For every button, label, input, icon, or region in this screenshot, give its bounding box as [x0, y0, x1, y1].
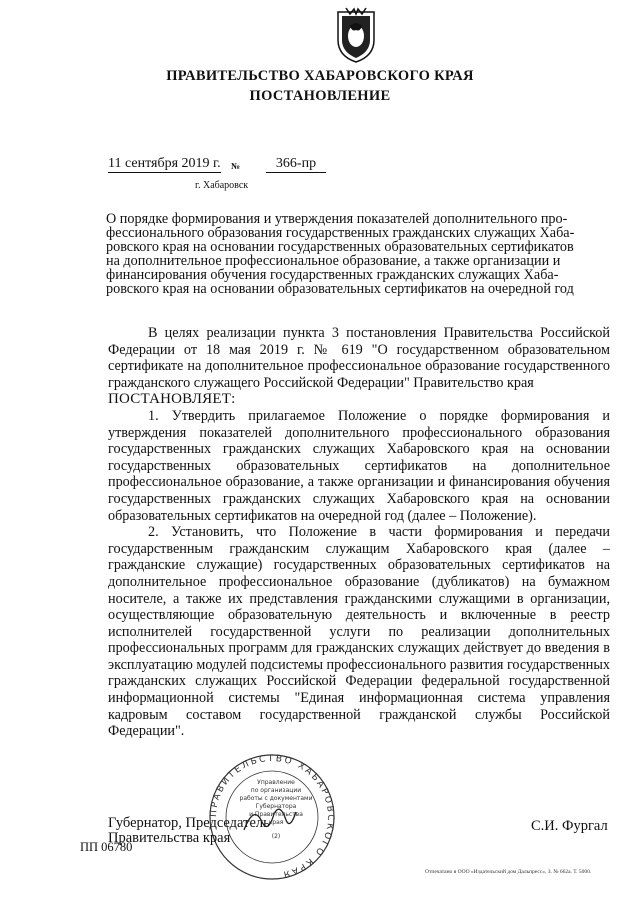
document-date: 11 сентября 2019 г.: [108, 156, 221, 171]
stamp-center-line: Губернатора: [255, 803, 297, 810]
document-city: г. Хабаровск: [195, 180, 249, 191]
print-note: Отпечатано в ООО «Издательский дом Дальпресс», З. № 662а. Т. 5000.: [425, 869, 592, 875]
signatory-name: С.И. Фургал: [531, 818, 608, 834]
document-type-heading: ПОСТАНОВЛЕНИЕ: [249, 88, 391, 104]
title-line: О порядке формирования и утверждения показателей дополнительного про-: [106, 211, 568, 227]
coat-of-arms-icon: [334, 6, 378, 64]
document-code: ПП 06780: [80, 840, 133, 854]
title-line: фессионального образования государственных гражданских служащих Хаба-: [106, 225, 575, 241]
stamp-center-line: края: [268, 819, 284, 826]
item-1-paragraph: 1. Утвердить прилагаемое Положение о порядке формирования и утверждения показателей дополнительного профессионального образования государственных гражданских служащих Хабаровского края на основании государственных образовательных сертификатов на дополнительное профессиональное образование, а также организации и финансирования обучения государственных гражданских служащих Хабаровского края на основании образовательных сертификатов на очередной год (далее – Положение).: [108, 407, 610, 524]
authority-heading: ПРАВИТЕЛЬСТВО ХАБАРОВСКОГО КРАЯ: [166, 68, 474, 84]
signatory-position-line: Губернатор, Председатель: [108, 815, 270, 831]
stamp-center-line: по организации: [250, 787, 302, 794]
resolves-label: ПОСТАНОВЛЯЕТ:: [108, 391, 236, 408]
title-line: на дополнительное профессиональное образование, а также организации и: [106, 253, 561, 269]
stamp-center-line: Управление: [257, 779, 295, 786]
document-body: [108, 325, 610, 740]
stamp-ring-text: ПРАВИТЕЛЬСТВО ХАБАРОВСКОГО КРАЯ: [208, 753, 336, 880]
stamp-center-line: и Правительства: [249, 811, 303, 818]
document-title: [106, 212, 608, 296]
document-number: 366-пр: [266, 156, 326, 173]
handwritten-signature: [240, 800, 300, 840]
item-2-paragraph: 2. Установить, что Положение в части формирования и передачи государственным гражданским служащим Хабаровского края (далее – гражданские служащие) государственных образовательных сертификатов на дополнительное профессиональное образование (дубликатов) на бумажном носителе, а также их представления гражданскими служащими в организации, осуществляющие образовательную деятельность и включенные в реестр исполнителей государственной услуги по реализации дополнительных профессиональных программ для гражданских служащих действует до введения в эксплуатацию модулей подсистемы профессионального развития государственных гражданских служащих Российской Федерации федеральной государственной информационной системы "Единая информационная система управления кадровым составом государственной гражданской службы Российской Федерации".: [108, 524, 611, 740]
title-line: ровского края на основании государственных образовательных сертификатов: [106, 239, 574, 255]
title-line: финансирования обучения государственных гражданских служащих Хаба-: [106, 267, 559, 283]
title-line: ровского края на основании образовательных сертификатов на очередной год: [106, 281, 574, 297]
stamp-center-line: работы с документами: [239, 795, 313, 802]
number-label: №: [231, 161, 241, 171]
preamble-paragraph: В целях реализации пункта 3 постановления Правительства Российской Федерации от 18 мая 2019 г. № 619 "О государственном образовательном сертификате на дополнительное профессиональное образование государственного гражданского служащего Российской Федерации" Правительство края: [108, 325, 610, 391]
stamp-center-line: (2): [271, 833, 281, 840]
signatory-position-line: Правительства края: [108, 830, 231, 846]
